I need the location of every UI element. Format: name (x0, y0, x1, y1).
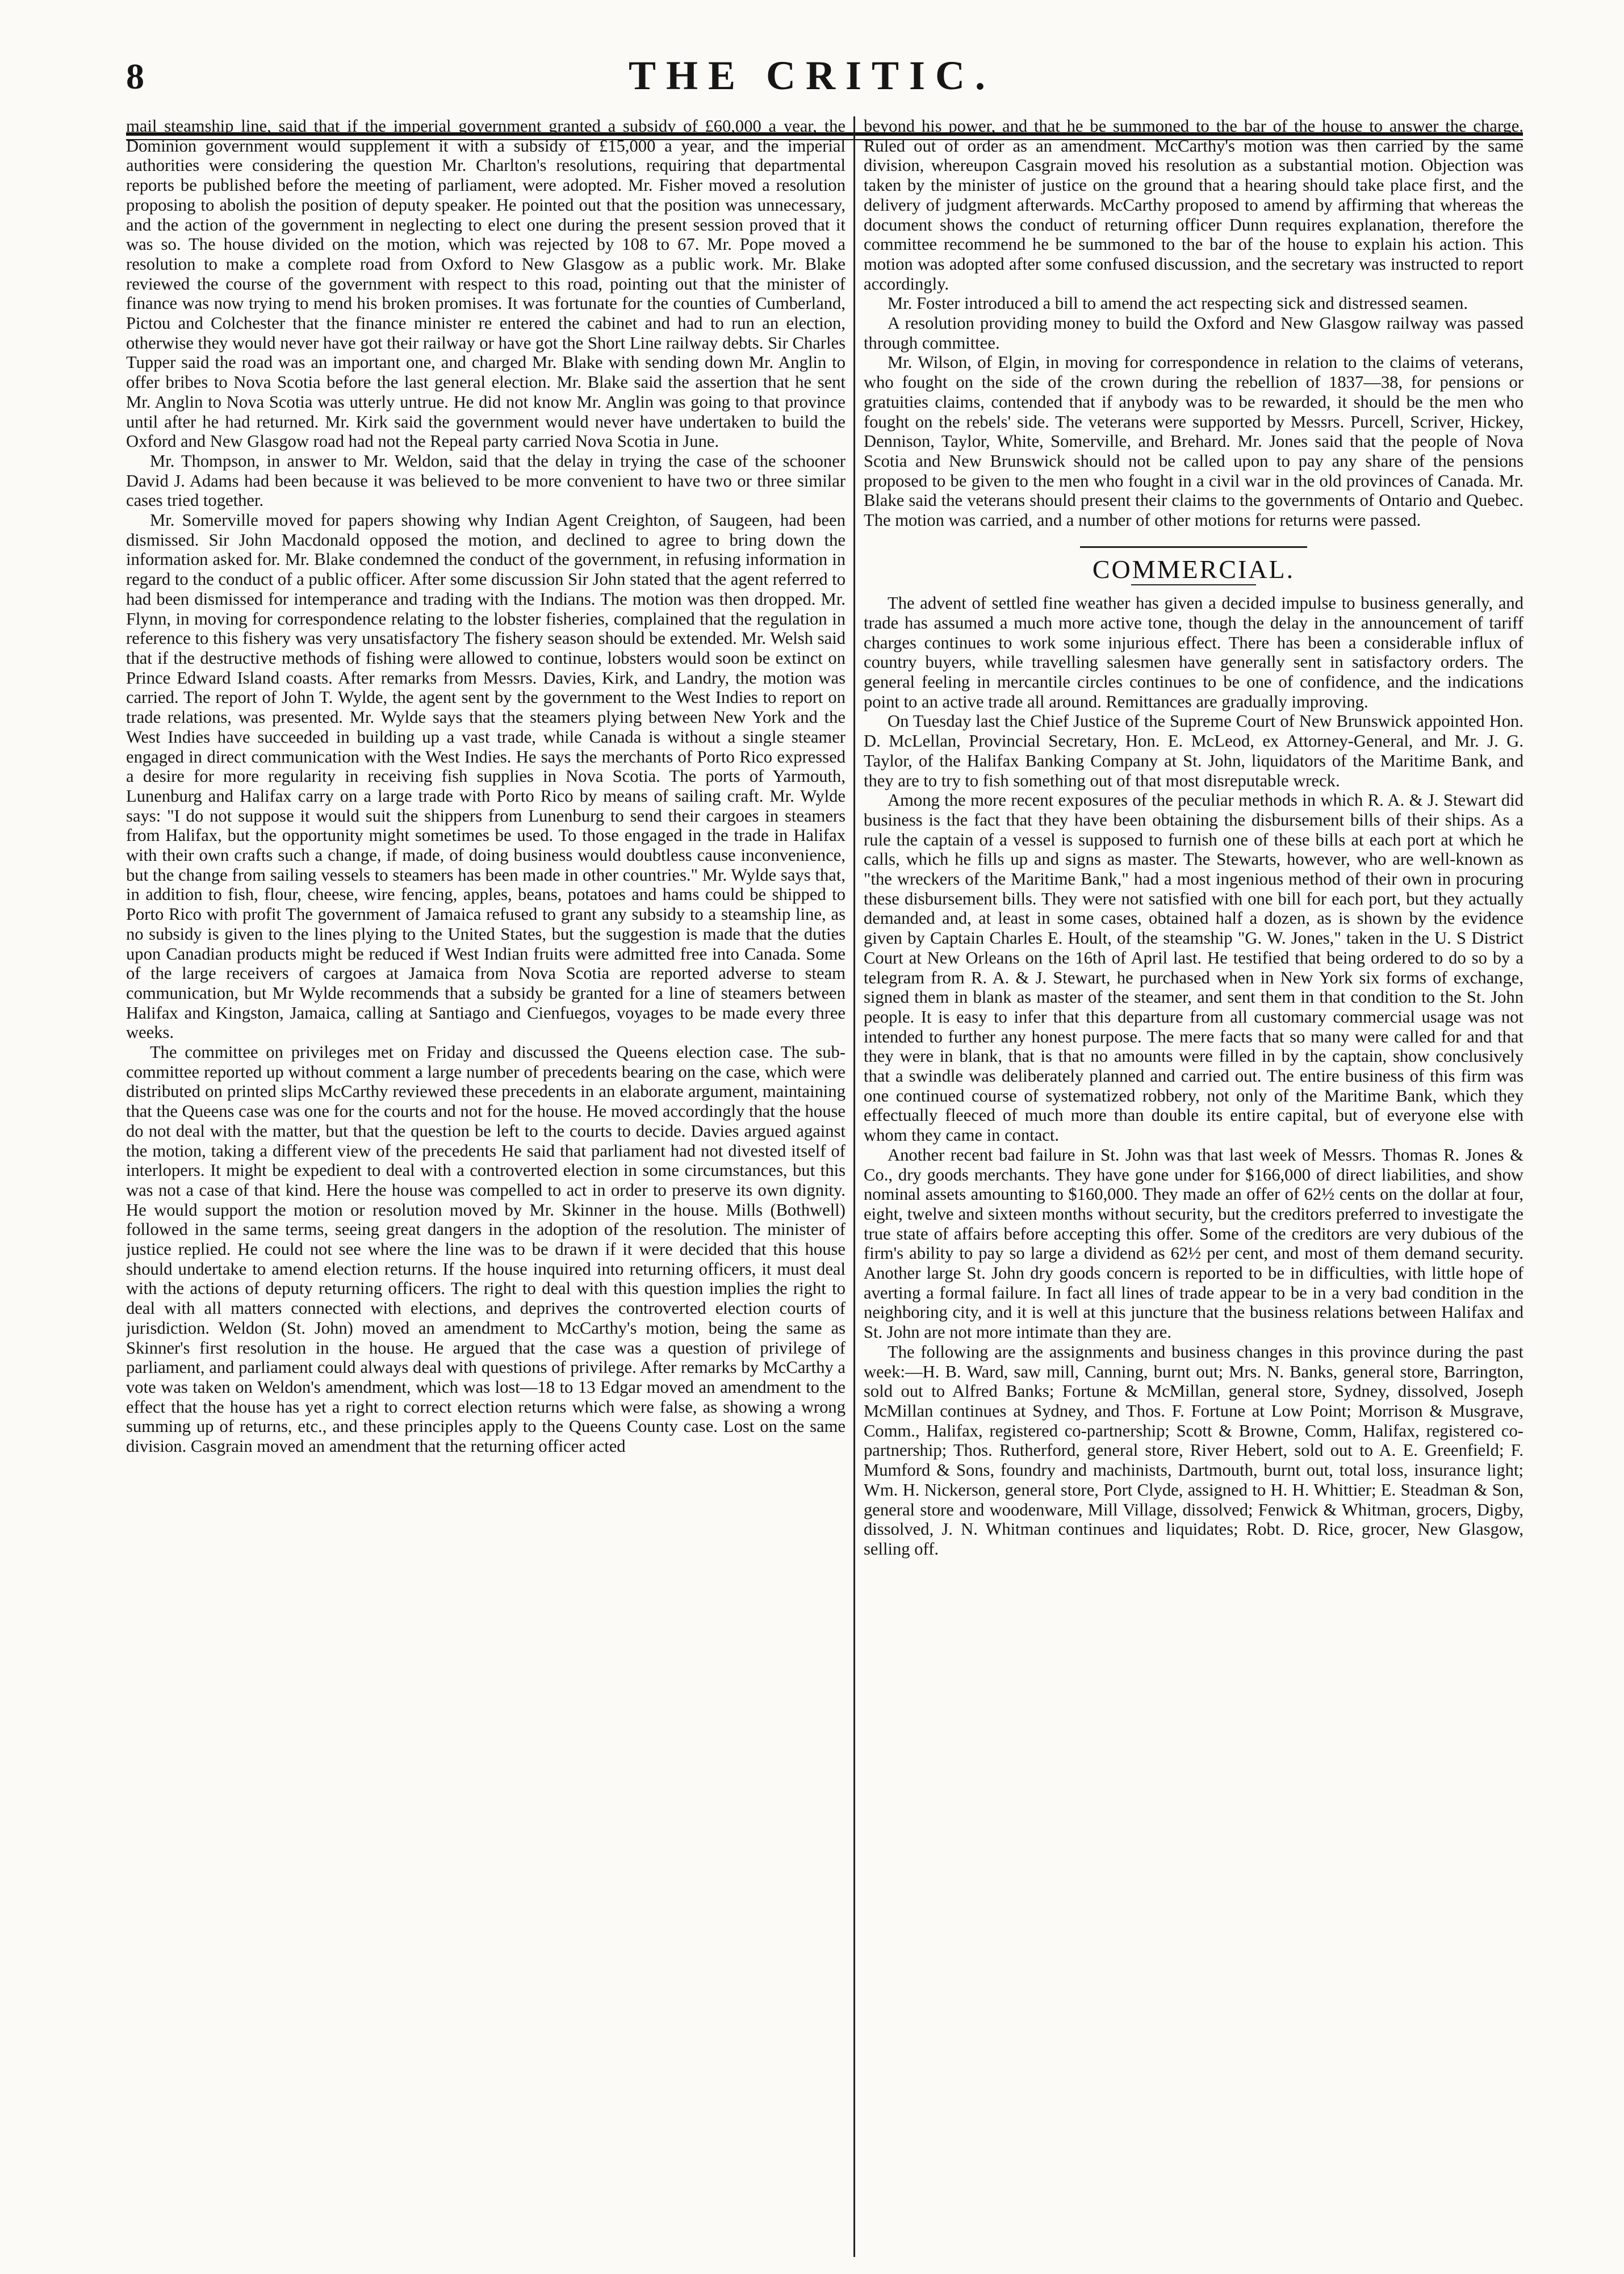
article-paragraph: Mr. Somerville moved for papers showing why Indian Agent Creighton, of Saugeen, had been dismissed. Sir John Macdonald opposed the motion, and declined to agree to bring down the information asked for. Mr. Blake condemned the conduct of the government, in refusing information in regard to the conduct of a public officer. After some discussion Sir John stated that the agent referred to had been dismissed for intemperance and trading with the Indians. The motion was then dropped. Mr. Flynn, in moving for correspondence relating to the lobster fisheries, complained that the regulation in reference to this fishery was very unsatisfactory The fishery season should be extended. Mr. Welsh said that if the destructive methods of fishing were allowed to continue, lobsters would soon be extinct on Prince Edward Island coasts. After remarks from Messrs. Davies, Kirk, and Landry, the motion was carried. The report of John T. Wylde, the agent sent by the government to the West Indies to report on trade relations, was presented. Mr. Wylde says that the steamers plying between New York and the West Indies have succeeded in building up a vast trade, while Canada is without a single steamer engaged in direct communication with the West Indies. He says the merchants of Porto Rico expressed a desire for more regularity in receiving fish supplies in Nova Scotia. The ports of Yarmouth, Lunenburg and Halifax carry on a large trade with Porto Rico by means of sailing craft. Mr. Wylde says: "I do not suppose it would suit the shippers from Lunenburg to send their cargoes in steamers from Halifax, but the opportunity might sometimes be used. To those engaged in the trade in Halifax with their own crafts such a change, if made, of doing business would doubtless cause inconvenience, but the change from sailing vessels to steamers has been made in other countries." Mr. Wylde says that, in addition to fish, flour, cheese, wire fencing, apples, beans, potatoes and hams could be shipped to Porto Rico with profit The government of Jamaica refused to grant any subsidy to a steamship line, as no subsidy is given to the lines plying to the United States, but the suggestion is made that the duties upon Canadian products might be reduced if West Indian fruits were admitted free into Canada. Some of the large receivers of cargoes at Jamaica from Nova Scotia are reported adverse to steam communication, but Mr Wylde recommends that a subsidy be granted for a line of steamers between Halifax and Kingston, Jamaica, calling at Santiago and Cienfuegos, voyages to be made every three weeks. (126, 510, 846, 1042)
article-paragraph: Mr. Foster introduced a bill to amend the act respecting sick and distressed seamen. (888, 294, 1468, 313)
page-header (0, 40, 1624, 108)
article-paragraph: The advent of settled fine weather has given a decided impulse to business generally, and trade has assumed a much more active tone, though the delay in the announcement of tariff charges continues to work some injurious effect. There has been a considerable influx of country buyers, while travelling salesmen have generally sent in satisfactory orders. The general feeling in mercantile circles continues to be one of confidence, and the indications point to an active trade all around. Remittances are gradually improving. (864, 593, 1523, 711)
section-title-commercial: COMMERCIAL. (1092, 555, 1295, 584)
article-paragraph: Among the more recent exposures of the peculiar methods in which R. A. & J. Stewart did business is the fact that they have been obtaining the disbursement bills of their ships. As a rule the captain of a vessel is supposed to furnish one of these bills at each port at which he calls, which he fills up and signs as master. The Stewarts, however, who are well-known as "the wreckers of the Maritime Bank," had a most ingenious method of their own in procuring these disbursement bills. They were not satisfied with one bill for each port, but they actually demanded and, at least in some cases, obtained half a dozen, as is shown by the evidence given by Captain Charles E. Hoult, of the steamship "G. W. Jones," taken in the U. S District Court at New Orleans on the 16th of April last. He testified that being ordered to do so by a telegram from R. A. & J. Stewart, he purchased when in New York six forms of exchange, signed them in blank as master of the steamer, and sent them in that condition to the St. John people. It is easy to infer that this departure from all customary commercial usage was not intended to further any honest purpose. The mere facts that so many were called for and that they were in blank, that is that no amounts were filled in by the captain, show conclusively that a swindle was deliberately planned and carried out. The entire business of this firm was one continued course of systematized robbery, not only of the Maritime Bank, which they effectually fleeced of much more than double its entire capital, but of everyone else with whom they came in contact. (864, 790, 1523, 1145)
article-paragraph: The following are the assignments and business changes in this province during the past week:—H. B. Ward, saw mill, Canning, burnt out; Mrs. N. Banks, general store, Barrington, sold out to Alfred Banks; Fortune & McMillan, general store, Sydney, dissolved, Joseph McMillan continues at Sydney, and Thos. F. Fortune at Low Point; Morrison & Musgrave, Comm., Halifax, registered co-partnership; Scott & Browne, Comm, Halifax, registered co-partnership; Thos. Rutherford, general store, River Hebert, sold out to A. E. Greenfield; F. Mumford & Sons, foundry and machinists, Dartmouth, burnt out, total loss, insurance light; Wm. H. Nickerson, general store, Port Clyde, assigned to H. H. Whittier; E. Steadman & Son, general store and woodenware, Mill Village, dissolved; Fenwick & Whitman, grocers, Digby, dissolved, J. N. Whitman continues and liquidates; Robt. D. Rice, grocer, New Glasgow, selling off. (864, 1342, 1523, 1559)
article-paragraph: beyond his power, and that he be summoned to the bar of the house to answer the charge. Ruled out of order as an amendment. McCarthy's motion was then carried by the same division, whereupon Casgrain moved his resolution as a substantial motion. Objection was taken by the minister of justice on the ground that a hearing should take place first, and the delivery of judgment afterwards. McCarthy proposed to amend by affirming that whereas the document shows the conduct of returning officer Dunn requires explanation, therefore the committee recommend he be summoned to the bar of the house to explain his action. This motion was adopted after some confused discussion, and the secretary was instructed to report accordingly. (864, 116, 1523, 294)
article-paragraph: On Tuesday last the Chief Justice of the Supreme Court of New Brunswick appointed Hon. D. McLellan, Provincial Secretary, Hon. E. McLeod, ex Attorney-General, and Mr. J. G. Taylor, of the Halifax Banking Company at St. John, liquidators of the Maritime Bank, and they are to try to fish something out of that most disreputable wreck. (864, 711, 1523, 790)
article-paragraph: Mr. Wilson, of Elgin, in moving for correspondence in relation to the claims of veterans, who fought on the side of the crown during the rebellion of 1837—38, for pensions or gratuities claims, contended that if anybody was to be rewarded, it should be the men who fought on the rebels' side. The veterans were supported by Messrs. Purcell, Scriver, Hickey, Dennison, Taylor, White, Somerville, and Brehard. Mr. Jones said that the people of Nova Scotia and New Brunswick should not be called upon to pay any share of the pensions proposed to be given to the men who fought in a civil war in the old provinces of Canada. Mr. Blake said the veterans should present their claims to the governments of Ontario and Quebec. The motion was carried, and a number of other motions for returns were passed. (864, 353, 1523, 530)
right-column (864, 116, 1523, 2257)
left-column (126, 116, 846, 2257)
article-paragraph: Mr. Thompson, in answer to Mr. Weldon, said that the delay in trying the case of the schooner David J. Adams had been because it was believed to be more convenient to have two or three similar cases tried together. (126, 451, 846, 510)
article-paragraph: The committee on privileges met on Friday and discussed the Queens election case. The sub-committee reported up without comment a large number of precedents bearing on the case, which were distributed on printed slips McCarthy reviewed these precedents in an elaborate argument, maintaining that the Queens case was one for the courts and not for the house. He moved accordingly that the house do not deal with the matter, but that the question be left to the courts to decide. Davies argued against the motion, taking a different view of the precedents He said that parliament had not divested itself of interlopers. It might be expedient to deal with a controverted election in some circumstances, but this was not a case of that kind. Here the house was compelled to act in order to preserve its own dignity. He would support the motion or resolution moved by Mr. Skinner in the house. Mills (Bothwell) followed in the same terms, seeing great dangers in the adoption of the resolution. The minister of justice replied. He could not see where the line was to be drawn if it were decided that this house should undertake to amend election returns. If the house inquired into returning officers, it must deal with the actions of deputy returning officers. The right to deal with this question implies the right to deal with all matters connected with elections, and deprives the controverted election courts of jurisdiction. Weldon (St. John) moved an amendment to McCarthy's motion, being the same as Skinner's first resolution in the house. He argued that the case was a question of privilege of parliament, and parliament could always deal with questions of privilege. After remarks by McCarthy a vote was taken on Weldon's amendment, which was lost—18 to 13 Edgar moved an amendment to the effect that the house has yet a right to correct election returns which were false, as showing a wrong summing up of returns, etc., and these principles apply to the Queens County case. Lost on the same division. Casgrain moved an amendment that the returning officer acted (126, 1042, 846, 1456)
column-divider (853, 116, 855, 2257)
section-separator (864, 536, 1523, 556)
article-paragraph: Another recent bad failure in St. John was that last week of Messrs. Thomas R. Jones & Co., dry goods merchants. They have gone under for $166,000 of direct liabilities, and show nominal assets amounting to $160,000. They made an offer of 62½ cents on the dollar at four, eight, twelve and sixteen months without security, but the creditors preferred to investigate the true state of affairs before accepting this offer. Some of the creditors are very dubious of the firm's ability to pay so large a dividend as 62½ per cent, and most of them demand security. Another large St. John dry goods concern is reported to be in difficulties, with little hope of averting a formal failure. In fact all lines of trade appear to be in a very bad condition in the neighboring city, and it is well at this juncture that the business relations between Halifax and St. John are not more intimate than they are. (864, 1145, 1523, 1342)
masthead: THE CRITIC. (628, 53, 996, 98)
section-title-rule (1131, 584, 1256, 585)
article-paragraph: A resolution providing money to build the Oxford and New Glasgow railway was passed through committee. (864, 313, 1523, 353)
article-paragraph: mail steamship line, said that if the imperial government granted a subsidy of £60,000 a year, the Dominion government would supplement it with a subsidy of £15,000 a year, and the imperial authorities were considering the question Mr. Charlton's resolutions, requiring that departmental reports be published before the meeting of parliament, were adopted. Mr. Fisher moved a resolution proposing to abolish the position of deputy speaker. He pointed out that the position was unnecessary, and the action of the government in neglecting to elect one during the present session proved that it was so. The house divided on the motion, which was rejected by 108 to 67. Mr. Pope moved a resolution to make a complete road from Oxford to New Glasgow as a public work. Mr. Blake reviewed the course of the government with respect to this road, pointing out that the minister of finance was now trying to mend his broken promises. It was fortunate for the counties of Cumberland, Pictou and Colchester that the finance minister re entered the cabinet and had to run an election, otherwise they would never have got their railway or have got the Short Line railway debts. Sir Charles Tupper said the road was an important one, and charged Mr. Blake with sending down Mr. Anglin to offer bribes to Nova Scotia before the last general election. Mr. Blake said the assertion that he sent Mr. Anglin to Nova Scotia was utterly untrue. He did not know Mr. Anglin was going to that province until after he had returned. Mr. Kirk said the government would never have undertaken to build the Oxford and New Glasgow road had not the Repeal party carried Nova Scotia in June. (126, 116, 846, 451)
page-number: 8 (126, 56, 144, 97)
